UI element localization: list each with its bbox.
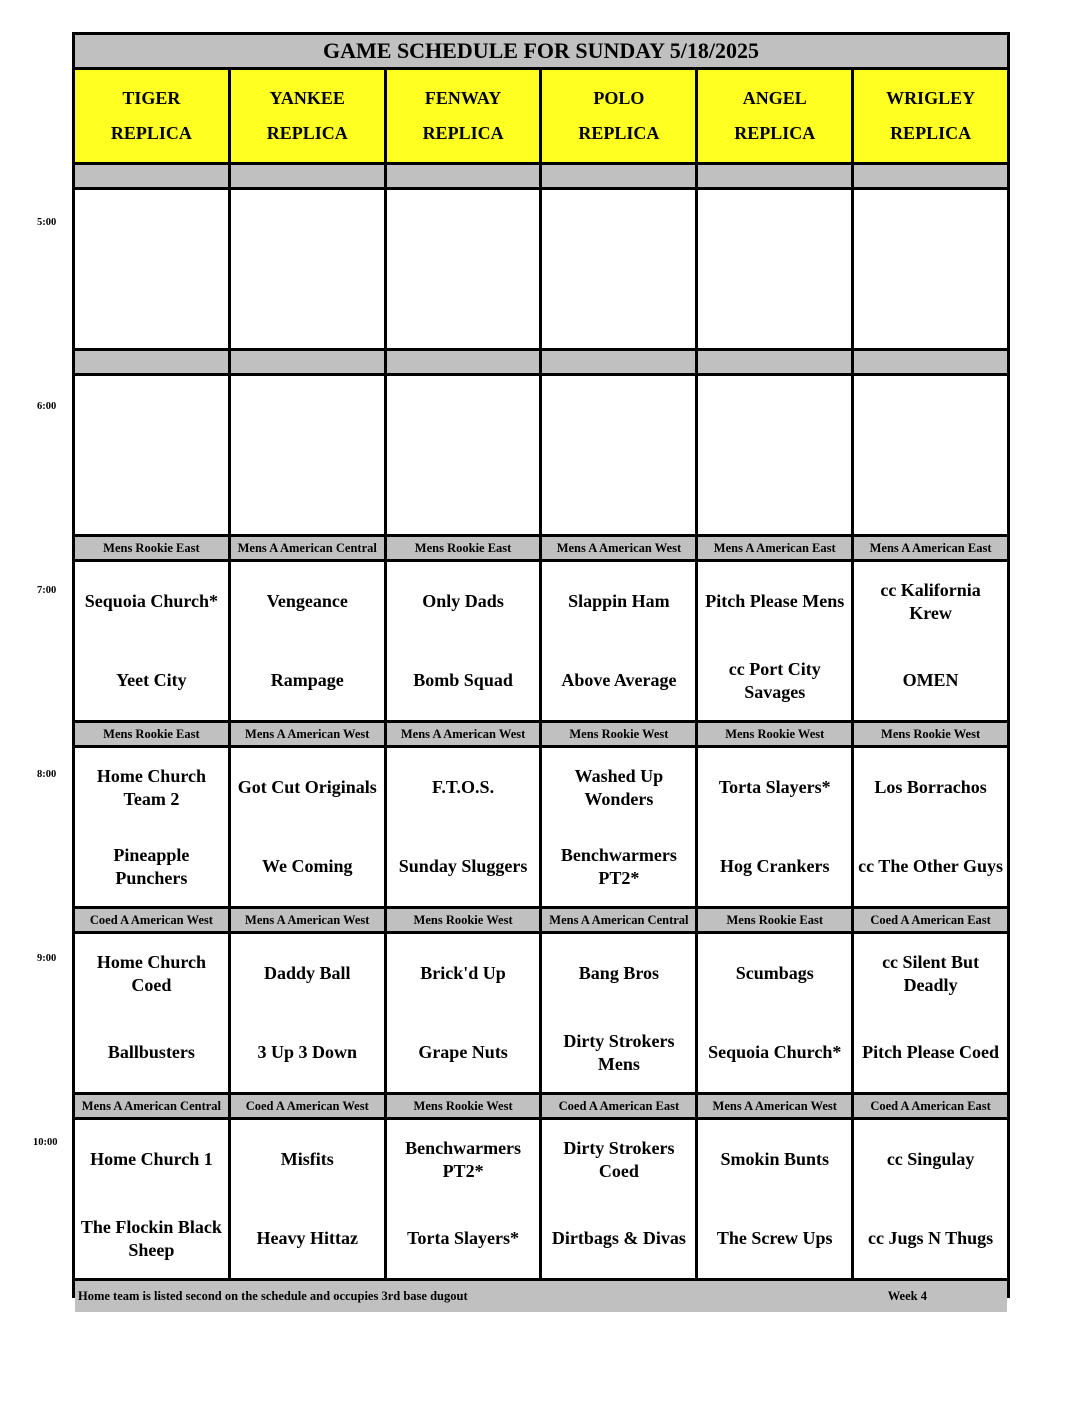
game-cell: [542, 934, 695, 1092]
away-team: Got Cut Originals: [237, 777, 377, 797]
field-header-angel: [698, 70, 851, 162]
division-label: Mens Rookie East: [698, 909, 851, 931]
home-team: [387, 455, 540, 534]
away-team: Only Dads: [422, 591, 504, 611]
field-name: TIGER: [122, 88, 181, 108]
footer-note: Home team is listed second on the schedule and occupies 3rd base dugout: [78, 1289, 468, 1303]
away-team: F.T.O.S.: [432, 777, 495, 797]
field-header-tiger: [75, 70, 228, 162]
division-label: [75, 351, 228, 373]
time-label-500: 5:00: [37, 217, 57, 228]
division-label: [387, 165, 540, 187]
game-cell: [387, 748, 540, 906]
game-cell: [231, 1120, 384, 1278]
away-team: Daddy Ball: [263, 963, 351, 983]
division-label: Mens A American West: [231, 723, 384, 745]
away-team: cc Kalifornia Krew: [880, 579, 981, 623]
home-team: Sequoia Church*: [708, 1042, 842, 1062]
home-team: Dirtbags & Divas: [551, 1228, 686, 1248]
away-team: [542, 376, 695, 455]
home-team: Grape Nuts: [418, 1042, 508, 1062]
field-header-wrigley: [854, 70, 1007, 162]
away-team: [542, 190, 695, 269]
away-team: Home Church 1: [90, 1149, 213, 1169]
field-subtitle: REPLICA: [734, 123, 816, 143]
field-name: POLO: [593, 88, 645, 108]
time-label-1000: 10:00: [33, 1137, 58, 1148]
home-team: [854, 269, 1007, 348]
game-cell: [75, 1120, 228, 1278]
home-team: [542, 455, 695, 534]
away-team: [231, 190, 384, 269]
game-cell: [387, 376, 540, 534]
away-team: cc Singulay: [886, 1149, 975, 1169]
away-team: Home Church Team 2: [96, 765, 206, 809]
field-name: YANKEE: [269, 88, 345, 108]
field-name: ANGEL: [742, 88, 807, 108]
home-team: OMEN: [902, 670, 959, 690]
division-label: Mens A American East: [698, 537, 851, 559]
home-team: [698, 269, 851, 348]
division-label: Mens Rookie East: [75, 537, 228, 559]
game-cell: [854, 1120, 1007, 1278]
home-team: Pitch Please Coed: [862, 1042, 1000, 1062]
division-label: Mens Rookie West: [387, 1095, 540, 1117]
field-header-polo: [542, 70, 695, 162]
field-name: FENWAY: [424, 88, 502, 108]
week-label: Week 4: [887, 1289, 927, 1303]
away-team: Vengeance: [266, 591, 348, 611]
game-cell: [75, 748, 228, 906]
home-team: Yeet City: [116, 670, 187, 690]
home-team: Sunday Sluggers: [398, 856, 528, 876]
game-cell: [854, 562, 1007, 720]
division-label: [542, 165, 695, 187]
game-cell: [542, 562, 695, 720]
game-cell: [854, 190, 1007, 348]
away-team: Benchwarmers PT2*: [405, 1137, 522, 1181]
division-label: Mens A American West: [231, 909, 384, 931]
schedule-grid: [72, 32, 1010, 1303]
game-cell: [75, 190, 228, 348]
away-team: Scumbags: [735, 963, 814, 983]
game-cell: [231, 376, 384, 534]
field-subtitle: REPLICA: [578, 123, 660, 143]
division-label: Mens Rookie West: [698, 723, 851, 745]
game-cell: [698, 376, 851, 534]
division-label: Mens A American Central: [75, 1095, 228, 1117]
time-label-700: 7:00: [37, 585, 57, 596]
division-label: Mens Rookie West: [387, 909, 540, 931]
away-team: Torta Slayers*: [718, 777, 831, 797]
game-cell: [75, 562, 228, 720]
home-team: Benchwarmers PT2*: [560, 844, 677, 888]
division-label: [75, 165, 228, 187]
game-cell: [231, 748, 384, 906]
game-cell: [698, 190, 851, 348]
away-team: [387, 376, 540, 455]
game-cell: [698, 562, 851, 720]
division-label: [542, 351, 695, 373]
home-team: Bomb Squad: [413, 670, 513, 690]
division-label: Mens A American Central: [231, 537, 384, 559]
game-cell: [387, 1120, 540, 1278]
home-team: cc Port City Savages: [728, 658, 821, 702]
home-team: The Flockin Black Sheep: [80, 1216, 222, 1260]
game-cell: [231, 562, 384, 720]
away-team: Brick'd Up: [420, 963, 506, 983]
away-team: Los Borrachos: [874, 777, 987, 797]
division-label: Mens A American West: [542, 537, 695, 559]
division-label: Mens A American West: [387, 723, 540, 745]
home-team: [854, 455, 1007, 534]
division-label: Mens Rookie West: [854, 723, 1007, 745]
time-label-600: 6:00: [37, 401, 57, 412]
game-cell: [75, 934, 228, 1092]
home-team: We Coming: [261, 856, 353, 876]
game-cell: [542, 190, 695, 348]
home-team: Hog Crankers: [719, 856, 830, 876]
division-label: [854, 165, 1007, 187]
division-label: [698, 165, 851, 187]
division-label: [231, 351, 384, 373]
away-team: [387, 190, 540, 269]
field-header-fenway: [387, 70, 540, 162]
division-label: [698, 351, 851, 373]
away-team: Dirty Strokers Coed: [563, 1137, 675, 1181]
home-team: [75, 455, 228, 534]
home-team: Torta Slayers*: [407, 1228, 519, 1248]
game-cell: [75, 376, 228, 534]
away-team: [75, 190, 228, 269]
division-label: Coed A American East: [542, 1095, 695, 1117]
field-subtitle: REPLICA: [110, 123, 192, 143]
division-label: Mens Rookie East: [387, 537, 540, 559]
away-team: Slappin Ham: [568, 591, 670, 611]
division-label: Mens A American West: [698, 1095, 851, 1117]
schedule-title: GAME SCHEDULE FOR SUNDAY 5/18/2025: [75, 35, 1007, 67]
away-team: cc Silent But Deadly: [882, 951, 980, 995]
home-team: [698, 455, 851, 534]
game-cell: [542, 748, 695, 906]
away-team: Sequoia Church*: [84, 591, 219, 611]
game-cell: [698, 1120, 851, 1278]
division-label: [231, 165, 384, 187]
division-label: Coed A American East: [854, 1095, 1007, 1117]
home-team: [75, 269, 228, 348]
game-cell: [542, 1120, 695, 1278]
game-cell: [387, 190, 540, 348]
time-label-800: 8:00: [37, 769, 57, 780]
game-cell: [698, 748, 851, 906]
home-team: Rampage: [270, 670, 344, 690]
away-team: [698, 190, 851, 269]
division-label: [854, 351, 1007, 373]
away-team: [698, 376, 851, 455]
home-team: Dirty Strokers Mens: [563, 1030, 675, 1074]
home-team: cc The Other Guys: [858, 856, 1003, 876]
home-team: cc Jugs N Thugs: [867, 1228, 994, 1248]
field-subtitle: REPLICA: [890, 123, 972, 143]
game-cell: [854, 748, 1007, 906]
schedule-footer: [75, 1281, 1007, 1312]
home-team: [542, 269, 695, 348]
away-team: Home Church Coed: [96, 951, 206, 995]
home-team: Ballbusters: [107, 1042, 195, 1062]
game-cell: [542, 376, 695, 534]
field-name: WRIGLEY: [886, 88, 976, 108]
division-label: Coed A American East: [854, 909, 1007, 931]
division-label: Mens Rookie West: [542, 723, 695, 745]
away-team: Bang Bros: [578, 963, 659, 983]
home-team: [231, 455, 384, 534]
field-header-yankee: [231, 70, 384, 162]
away-team: Misfits: [280, 1149, 334, 1169]
division-label: Mens A American Central: [542, 909, 695, 931]
away-team: [854, 190, 1007, 269]
division-label: Coed A American West: [231, 1095, 384, 1117]
away-team: [854, 376, 1007, 455]
division-label: [387, 351, 540, 373]
home-team: The Screw Ups: [716, 1228, 833, 1248]
game-cell: [231, 190, 384, 348]
game-cell: [854, 934, 1007, 1092]
home-team: [387, 269, 540, 348]
away-team: [231, 376, 384, 455]
away-team: Washed Up Wonders: [574, 765, 664, 809]
home-team: Above Average: [561, 670, 677, 690]
game-cell: [698, 934, 851, 1092]
time-label-900: 9:00: [37, 953, 57, 964]
away-team: [75, 376, 228, 455]
game-cell: [387, 934, 540, 1092]
game-cell: [231, 934, 384, 1092]
field-subtitle: REPLICA: [266, 123, 348, 143]
game-cell: [387, 562, 540, 720]
away-team: Smokin Bunts: [720, 1149, 830, 1169]
division-label: Coed A American West: [75, 909, 228, 931]
home-team: 3 Up 3 Down: [257, 1042, 357, 1062]
division-label: Mens A American East: [854, 537, 1007, 559]
home-team: Pineapple Punchers: [113, 844, 190, 888]
field-subtitle: REPLICA: [422, 123, 504, 143]
away-team: Pitch Please Mens: [705, 591, 845, 611]
game-cell: [854, 376, 1007, 534]
division-label: Mens Rookie East: [75, 723, 228, 745]
home-team: Heavy Hittaz: [256, 1228, 358, 1248]
home-team: [231, 269, 384, 348]
